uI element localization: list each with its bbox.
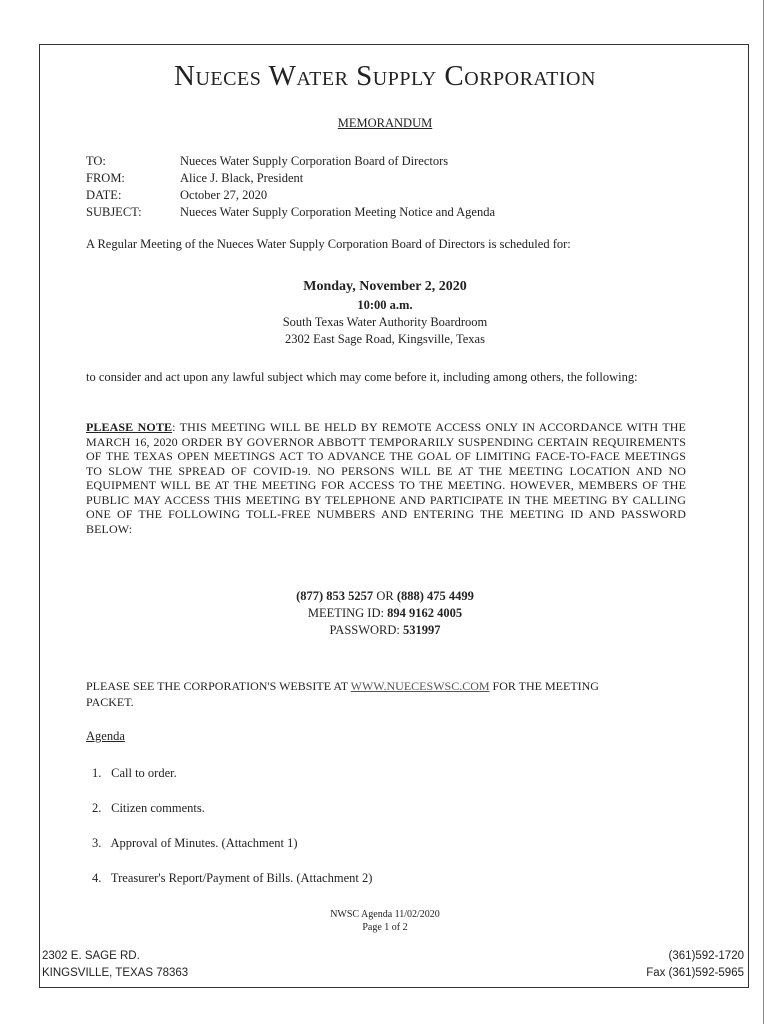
website-pre: PLEASE SEE THE CORPORATION'S WEBSITE AT (86, 679, 351, 693)
agenda-item-number: 4. (92, 871, 102, 885)
website-post: FOR THE MEETING PACKET. (86, 679, 599, 709)
phone-number-1: (877) 853 5257 (296, 589, 374, 603)
meeting-address: 2302 East Sage Road, Kingsville, Texas (285, 332, 485, 346)
notice-text: : THIS MEETING WILL BE HELD BY REMOTE ACCESS ONLY IN ACCORDANCE WITH THE MARCH 16, 2020 ORDER BY GOVERNOR ABBOTT TEMPORARILY SUSPENDING CERTAIN REQUIREMENTS OF THE TEXAS OPEN MEETINGS ACT TO ADVANCE THE GOAL OF LIMITING FACE-TO-FACE MEETINGS TO SLOW THE SPREAD OF COVID-19. NO PERSONS WILL BE AT THE MEETING LOCATION AND NO EQUIPMENT WILL BE AT THE MEETING FOR ACCESS TO THE MEETING. HOWEVER, MEMBERS OF THE PUBLIC MAY ACCESS THIS MEETING BY TELEPHONE AND PARTICIPATE IN THE MEETING BY CALLING ONE OF THE FOLLOWING TOLL-FREE NUMBERS AND ENTERING THE MEETING ID AND PASSWORD BELOW: (86, 420, 686, 536)
agenda-item (92, 766, 177, 781)
footer-phone: (361)592-1720 (668, 950, 744, 962)
meeting-id-value: 894 9162 4005 (387, 606, 463, 620)
agenda-item-text: Approval of Minutes. (Attachment 1) (110, 836, 298, 850)
agenda-item-number: 3. (92, 836, 102, 850)
meeting-password (0, 622, 770, 639)
phone-numbers (0, 588, 770, 605)
header-subject (86, 204, 495, 221)
intro-paragraph: A Regular Meeting of the Nueces Water Supply Corporation Board of Directors is scheduled for: (86, 237, 571, 251)
agenda-item-number: 1. (92, 766, 102, 780)
header-from-value: Alice J. Black, President (180, 171, 304, 185)
header-from (86, 170, 303, 187)
website-paragraph (86, 678, 646, 710)
phone-or: OR (373, 589, 397, 603)
password-label: PASSWORD: (329, 623, 404, 637)
header-to-value: Nueces Water Supply Corporation Board of Directors (180, 154, 449, 168)
agenda-item (92, 801, 205, 816)
header-subject-value: Nueces Water Supply Corporation Meeting Notice and Agenda (180, 205, 496, 219)
consider-paragraph: to consider and act upon any lawful subject which may come before it, including among others, the following: (86, 370, 638, 384)
footer-page-number: Page 1 of 2 (362, 922, 408, 933)
agenda-item (92, 871, 372, 886)
notice-label: PLEASE NOTE (86, 420, 173, 434)
footer-address-line-2: KINGSVILLE, TEXAS 78363 (42, 967, 189, 979)
header-subject-key: SUBJECT: (86, 205, 142, 219)
remote-access-notice (86, 420, 686, 536)
header-from-key: FROM: (86, 171, 125, 185)
agenda-heading: Agenda (86, 729, 125, 743)
memo-label: MEMORANDUM (337, 116, 433, 130)
letterhead-title: Nueces Water Supply Corporation (174, 60, 596, 92)
header-date-key: DATE: (86, 188, 122, 202)
header-to (86, 153, 448, 170)
agenda-item-text: Treasurer's Report/Payment of Bills. (Attachment 2) (110, 871, 373, 885)
meeting-id (0, 605, 770, 622)
password-value: 531997 (403, 623, 441, 637)
scan-edge-line (763, 0, 764, 1024)
agenda-item-text: Call to order. (111, 766, 177, 780)
footer-fax: Fax (361)592-5965 (646, 967, 744, 979)
agenda-item-text: Citizen comments. (111, 801, 205, 815)
agenda-item (92, 836, 298, 851)
header-date-value: October 27, 2020 (180, 188, 268, 202)
footer-doc-id: NWSC Agenda 11/02/2020 (330, 909, 440, 920)
phone-number-2: (888) 475 4499 (396, 589, 474, 603)
meeting-time: 10:00 a.m. (357, 298, 413, 312)
header-to-key: TO: (86, 154, 106, 168)
meeting-date: Monday, November 2, 2020 (303, 279, 467, 294)
footer-address-line-1: 2302 E. SAGE RD. (42, 950, 140, 962)
header-date (86, 187, 267, 204)
agenda-item-number: 2. (92, 801, 102, 815)
meeting-id-label: MEETING ID: (307, 606, 388, 620)
website-link[interactable]: WWW.NUECESWSC.COM (350, 679, 490, 693)
meeting-place: South Texas Water Authority Boardroom (282, 315, 488, 329)
